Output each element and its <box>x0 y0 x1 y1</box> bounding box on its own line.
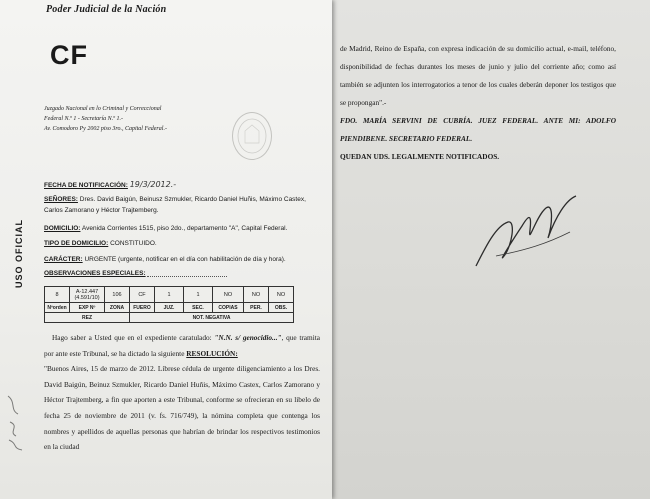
court-address-block <box>44 104 167 134</box>
table-cell: 106 <box>105 287 130 303</box>
right-page-text <box>340 40 616 166</box>
tipo-label: TIPO DE DOMICILIO: <box>44 240 109 247</box>
caracter-value: URGENTE (urgente, notificar en el día con habilitación de día y hora). <box>84 256 286 263</box>
case-title: "N.N. s/ genocidio..." <box>214 333 282 342</box>
signature-icon <box>466 186 586 276</box>
seal-stamp-icon <box>232 112 272 160</box>
closing-text: QUEDAN UDS. LEGALMENTE NOTIFICADOS. <box>340 152 500 161</box>
table-footer-negativa: NOT. NEGATIVA <box>130 313 294 323</box>
table-header: JUZ. <box>155 303 184 313</box>
domicilio-field <box>44 225 314 232</box>
fecha-value: 19/3/2012.- <box>129 180 177 189</box>
court-header: Poder Judicial de la Nación <box>46 4 167 15</box>
observaciones-field <box>44 270 227 277</box>
notification-body <box>44 330 320 455</box>
domicilio-label: DOMICILIO: <box>44 225 81 232</box>
table-header: SEC. <box>184 303 213 313</box>
table-cell: 1 <box>155 287 184 303</box>
table-cell: CF <box>130 287 155 303</box>
table-header: FUERO <box>130 303 155 313</box>
handwritten-margin-mark <box>4 392 30 455</box>
domicilio-value: Avenida Corrientes 1515, piso 2do., departamento "A", Capital Federal. <box>81 225 288 232</box>
table-cell: 8 <box>45 287 70 303</box>
table-cell: NO <box>213 287 244 303</box>
court-line-3: Av. Comodoro Py 2002 piso 3ro., Capital Federal.- <box>44 126 167 132</box>
body-paragraph-2: "Buenos Aires, 15 de marzo de 2012. Líbrese cédula de urgente diligenciamiento a los Dres. David Baigún, Beinuz Szmukler, Ricardo Daniel Huñis, Máximo Castex, Carlos Zamorano y Héctor Trajtemberg, a fin que aporten a este Tribunal, conforme se ofrecieran en su libelo de fecha 25 de noviembre de 2011 (v. fs. 716/749), la nómina completa que contenga los nombres y apellidos de aquellas personas que habrían de brindar los respectivos testimonios en la ciudad <box>44 364 320 452</box>
caracter-field <box>44 256 286 263</box>
uso-oficial-label: USO OFICIAL <box>14 219 24 288</box>
table-cell: A-12.447 (4.591/10) <box>70 287 105 303</box>
case-table <box>44 286 294 323</box>
table-header: COPIAS <box>213 303 244 313</box>
tipo-field <box>44 240 157 247</box>
table-footer-rez: REZ <box>45 313 130 323</box>
tipo-value: CONSTITUIDO. <box>110 240 157 247</box>
table-header: ZONA <box>105 303 130 313</box>
fecha-field <box>44 180 176 189</box>
body-paragraph-1: Hago saber a Usted que en el expediente caratulado: "N.N. s/ genocidio...", que tramita por ante este Tribunal, se ha dictado la siguiente RESOLUCIÓN: <box>44 333 320 358</box>
table-header: OBS. <box>269 303 294 313</box>
senores-value: Dres. David Baigún, Beinusz Szmukler, Ricardo Daniel Huñis, Máximo Castex, Carlos Zamorano y Héctor Trajtemberg. <box>44 196 306 214</box>
dotted-line <box>147 276 227 277</box>
table-header: EXP Nº <box>70 303 105 313</box>
senores-label: SEÑORES: <box>44 196 78 203</box>
court-line-1: Juzgado Nacional en lo Criminal y Correccional <box>44 106 162 112</box>
table-cell: NO <box>269 287 294 303</box>
resolution-word: RESOLUCIÓN: <box>186 348 238 358</box>
table-cell: NO <box>244 287 269 303</box>
caracter-label: CARÁCTER: <box>44 256 83 263</box>
right-paragraph: de Madrid, Reino de España, con expresa indicación de su domicilio actual, e-mail, teléfono, disponibilidad de fechas durantes los meses de junio y julio del corriente año; como así también se adjunten los interrogatorios a tenor de los cuales deberán deponer los testigos que se propongan".- <box>340 44 616 107</box>
table-header-row <box>45 303 294 313</box>
signoff-text: FDO. MARÍA SERVINI DE CUBRÍA. JUEZ FEDERAL. ANTE MI: ADOLFO PIENDIBENE. SECRETARIO FEDERAL. <box>340 116 616 143</box>
fecha-label: FECHA DE NOTIFICACIÓN: <box>44 182 128 189</box>
table-cell: 1 <box>184 287 213 303</box>
table-header: PER. <box>244 303 269 313</box>
table-header: Nºorden <box>45 303 70 313</box>
table-footer-row <box>45 313 294 323</box>
table-values-row <box>45 287 294 303</box>
observaciones-label: OBSERVACIONES ESPECIALES: <box>44 270 146 277</box>
court-line-2: Federal N.º 1 - Secretaría N.º 1.- <box>44 116 123 122</box>
senores-field <box>44 194 314 216</box>
cf-logo: CF <box>50 40 88 70</box>
